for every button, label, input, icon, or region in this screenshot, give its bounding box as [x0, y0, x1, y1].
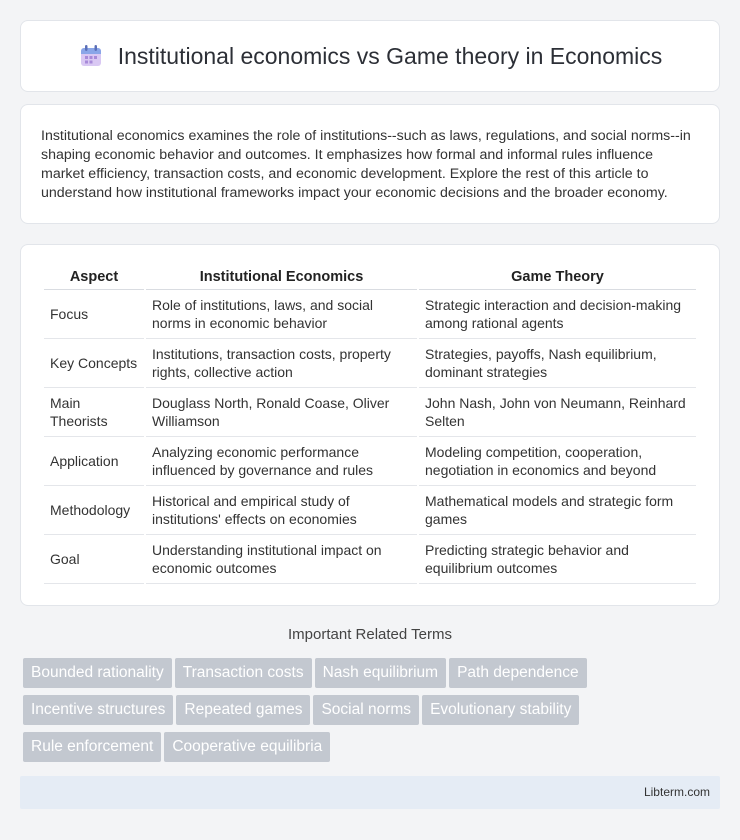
institutional-cell: Institutions, transaction costs, property rights, collective action: [146, 339, 417, 388]
tag-bounded-rationality[interactable]: Bounded rationality: [23, 658, 172, 688]
game-theory-cell: Strategies, payoffs, Nash equilibrium, dominant strategies: [419, 339, 696, 388]
aspect-cell: Methodology: [44, 486, 144, 535]
comparison-table: [42, 267, 698, 584]
intro-card: [20, 104, 720, 224]
tag-repeated-games[interactable]: Repeated games: [176, 695, 310, 725]
tag-evolutionary-stability[interactable]: Evolutionary stability: [422, 695, 579, 725]
tag-path-dependence[interactable]: Path dependence: [449, 658, 587, 688]
intro-text: Institutional economics examines the role of institutions--such as laws, regulations, and social norms--in shaping economic behavior and outcomes. It emphasizes how formal and informal rules influence market efficiency, transaction costs, and economic development. Explore the rest of this article to understand how institutional frameworks impact your economic decisions and the broader economy.: [41, 128, 691, 201]
tag-cooperative-equilibria[interactable]: Cooperative equilibria: [164, 732, 330, 762]
header-institutional: Institutional Economics: [146, 267, 417, 290]
institutional-cell: Analyzing economic performance influenced by governance and rules: [146, 437, 417, 486]
tag-nash-equilibrium[interactable]: Nash equilibrium: [315, 658, 446, 688]
header-game-theory: Game Theory: [419, 267, 696, 290]
table-row: [44, 535, 696, 584]
page-title: Institutional economics vs Game theory in Economics: [117, 42, 663, 69]
game-theory-cell: John Nash, John von Neumann, Reinhard Selten: [419, 388, 696, 437]
game-theory-cell: Modeling competition, cooperation, negotiation in economics and beyond: [419, 437, 696, 486]
game-theory-cell: Mathematical models and strategic form games: [419, 486, 696, 535]
footer-site-link[interactable]: Libterm.com: [643, 785, 710, 799]
institutional-cell: Historical and empirical study of institutions' effects on economies: [146, 486, 417, 535]
tag-rule-enforcement[interactable]: Rule enforcement: [23, 732, 161, 762]
aspect-cell: Application: [44, 437, 144, 486]
title-card: [20, 20, 720, 92]
comparison-card: [20, 244, 720, 606]
related-tags: [23, 658, 723, 769]
aspect-cell: Goal: [44, 535, 144, 584]
table-header-row: [44, 267, 696, 290]
header-aspect: Aspect: [44, 267, 144, 290]
footer: [20, 776, 720, 809]
institutional-cell: Role of institutions, laws, and social norms in economic behavior: [146, 290, 417, 339]
table-row: [44, 290, 696, 339]
related-terms-section: [0, 626, 740, 643]
table-row: [44, 388, 696, 437]
table-row: [44, 339, 696, 388]
aspect-cell: Key Concepts: [44, 339, 144, 388]
table-row: [44, 486, 696, 535]
calendar-icon: [78, 43, 104, 69]
game-theory-cell: Predicting strategic behavior and equilibrium outcomes: [419, 535, 696, 584]
institutional-cell: Douglass North, Ronald Coase, Oliver Williamson: [146, 388, 417, 437]
table-row: [44, 437, 696, 486]
game-theory-cell: Strategic interaction and decision-making among rational agents: [419, 290, 696, 339]
aspect-cell: Focus: [44, 290, 144, 339]
related-terms-title: Important Related Terms: [288, 626, 452, 643]
tag-transaction-costs[interactable]: Transaction costs: [175, 658, 312, 688]
institutional-cell: Understanding institutional impact on economic outcomes: [146, 535, 417, 584]
tag-incentive-structures[interactable]: Incentive structures: [23, 695, 173, 725]
tag-social-norms[interactable]: Social norms: [313, 695, 419, 725]
aspect-cell: Main Theorists: [44, 388, 144, 437]
